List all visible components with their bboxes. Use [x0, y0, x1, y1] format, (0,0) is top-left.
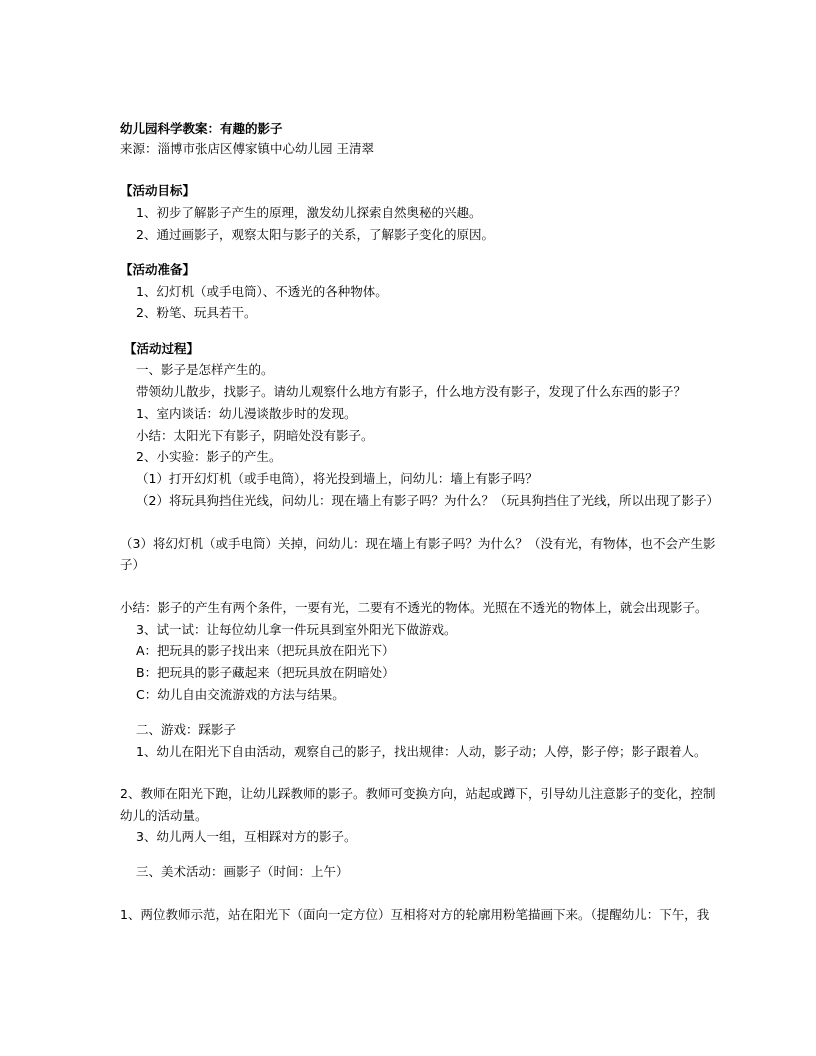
process-line: 二、游戏：踩影子: [136, 722, 237, 737]
goal-item: 2、通过画影子，观察太阳与影子的关系，了解影子变化的原因。: [136, 227, 494, 242]
goals-heading: 【活动目标】: [120, 183, 196, 198]
process-line: 小结：太阳光下有影子，阴暗处没有影子。: [136, 428, 374, 443]
process-line: 幼儿的活动量。: [120, 808, 208, 823]
process-line: 3、试一试：让每位幼儿拿一件玩具到室外阳光下做游戏。: [136, 622, 457, 637]
process-line: 1、室内谈话：幼儿漫谈散步时的发现。: [136, 406, 357, 421]
prep-item: 2、粉笔、玩具若干。: [136, 305, 257, 320]
source-line: 来源：淄博市张店区傅家镇中心幼儿园 王清翠: [120, 141, 374, 156]
process-line: （2）将玩具狗挡住光线，问幼儿：现在墙上有影子吗？为什么？（玩具狗挡住了光线，所以出现了影子）: [136, 493, 719, 508]
process-line: （3）将幻灯机（或手电筒）关掉，问幼儿：现在墙上有影子吗？为什么？（没有光，有物体，也不会产生影: [120, 536, 716, 551]
prep-item: 1、幻灯机（或手电筒）、不透光的各种物体。: [136, 284, 388, 299]
document-title: 幼儿园科学教案：有趣的影子: [120, 121, 283, 136]
process-line: 子）: [120, 557, 146, 572]
process-line: 三、美术活动：画影子（时间：上午）: [136, 864, 349, 879]
process-line: 一、影子是怎样产生的。: [136, 362, 274, 377]
prep-heading: 【活动准备】: [120, 262, 196, 277]
process-heading: 【活动过程】: [124, 341, 200, 356]
process-line: A：把玩具的影子找出来（把玩具放在阳光下）: [136, 643, 395, 658]
process-line: （1）打开幻灯机（或手电筒），将光投到墙上，问幼儿：墙上有影子吗？: [136, 471, 538, 486]
process-line: 3、幼儿两人一组，互相踩对方的影子。: [136, 829, 357, 844]
process-line: 1、两位教师示范，站在阳光下（面向一定方位）互相将对方的轮廓用粉笔描画下来。（提醒幼儿：下午，我: [120, 907, 710, 922]
process-line: 2、小实验：影子的产生。: [136, 449, 282, 464]
process-line: C：幼儿自由交流游戏的方法与结果。: [136, 687, 345, 702]
process-line: 2、教师在阳光下跑，让幼儿踩教师的影子。教师可变换方向，站起或蹲下，引导幼儿注意影子的变化，控制: [120, 786, 716, 801]
goal-item: 1、初步了解影子产生的原理，激发幼儿探索自然奥秘的兴趣。: [136, 205, 482, 220]
process-line: 1、幼儿在阳光下自由活动，观察自己的影子，找出规律：人动，影子动；人停，影子停；影子跟着人。: [136, 744, 707, 759]
process-line: 小结：影子的产生有两个条件，一要有光，二要有不透光的物体。光照在不透光的物体上，就会出现影子。: [120, 600, 708, 615]
process-line: 带领幼儿散步，找影子。请幼儿观察什么地方有影子，什么地方没有影子，发现了什么东西的影子？: [136, 384, 687, 399]
process-line: B：把玩具的影子藏起来（把玩具放在阴暗处）: [136, 665, 395, 680]
